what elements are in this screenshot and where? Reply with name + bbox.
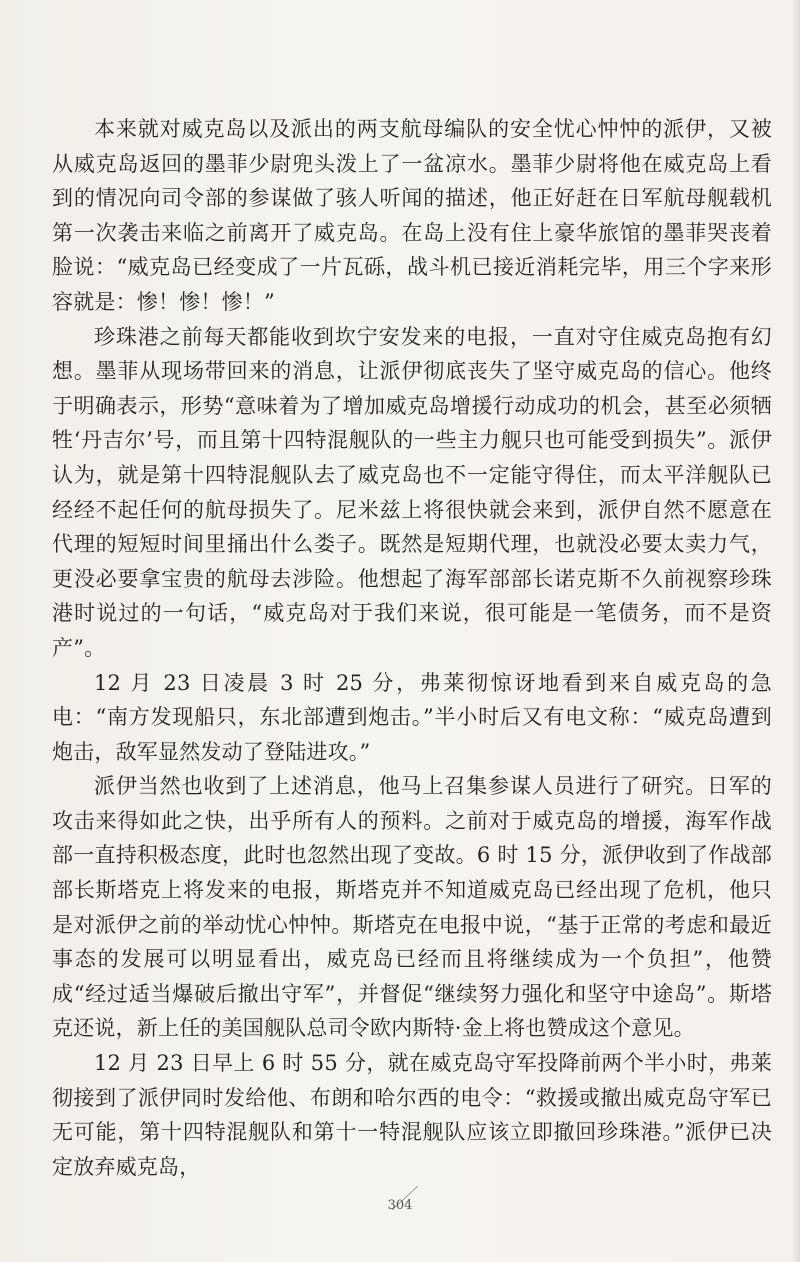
page-number: 304: [387, 1198, 413, 1213]
paragraph-2: 珍珠港之前每天都能收到坎宁安发来的电报，一直对守住威克岛抱有幻想。墨菲从现场带回来的消息，让派伊彻底丧失了坚守威克岛的信心。他终于明确表示，形势“意味着为了增加威克岛增援行动成功的机会，甚至必须牺牲‘丹吉尔’号，而且第十四特混舰队的一些主力舰只也可能受到损失”。派伊认为，就是第十四特混舰队去了威克岛也不一定能守得住，而太平洋舰队已经经不起任何的航母损失了。尼米兹上将很快就会来到，派伊自然不愿意在代理的短短时间里捅出什么娄子。既然是短期代理，也就没必要太卖力气，更没必要拿宝贵的航母去涉险。他想起了海军部部长诺克斯不久前视察珍珠港时说过的一句话，“威克岛对于我们来说，很可能是一笔债务，而不是资产”。: [52, 324, 772, 660]
paragraph-3: 12 月 23 日凌晨 3 时 25 分，弗莱彻惊讶地看到来自威克岛的急电：“南方发现船只，东北部遭到炮击。”半小时后又有电文称：“威克岛遭到炮击，敌军显然发动了登陆进攻。”: [52, 670, 772, 764]
paragraph-4: 派伊当然也收到了上述消息，他马上召集参谋人员进行了研究。日军的攻击来得如此之快，出乎所有人的预料。之前对于威克岛的增援，海军作战部一直持积极态度，此时也忽然出现了变故。6 时 15 分，派伊收到了作战部部长斯塔克上将发来的电报，斯塔克并不知道威克岛已经出现了危机，他只是对派伊之前的举动忧心忡忡。斯塔克在电报中说，“基于正常的考虑和最近事态的发展可以明显看出，威克岛已经而且将继续成为一个负担”，他赞成“经过适当爆破后撤出守军”，并督促“继续努力强化和坚守中途岛”。斯塔克还说，新上任的美国舰队总司令欧内斯特·金上将也赞成这个意见。: [52, 774, 772, 1041]
page-edge-shadow: [792, 0, 800, 1262]
paragraph-1: 本来就对威克岛以及派出的两支航母编队的安全忧心忡忡的派伊，又被从威克岛返回的墨菲少尉兜头泼上了一盆凉水。墨菲少尉将他在威克岛上看到的情况向司令部的参谋做了骇人听闻的描述，他正好赶在日军航母舰载机第一次袭击来临之前离开了威克岛。在岛上没有住上豪华旅馆的墨菲哭丧着脸说：“威克岛已经变成了一片瓦砾，战斗机已接近消耗完毕，用三个字来形容就是：惨！惨！惨！”: [52, 117, 772, 314]
paragraph-5: 12 月 23 日早上 6 时 55 分，就在威克岛守军投降前两个半小时，弗莱彻接到了派伊同时发给他、布朗和哈尔西的电令：“救援或撤出威克岛守军已无可能，第十四特混舰队和第十一特混舰队应该立即撤回珍珠港。”派伊已决定放弃威克岛，: [52, 1051, 772, 1179]
body-text: [52, 112, 772, 1184]
